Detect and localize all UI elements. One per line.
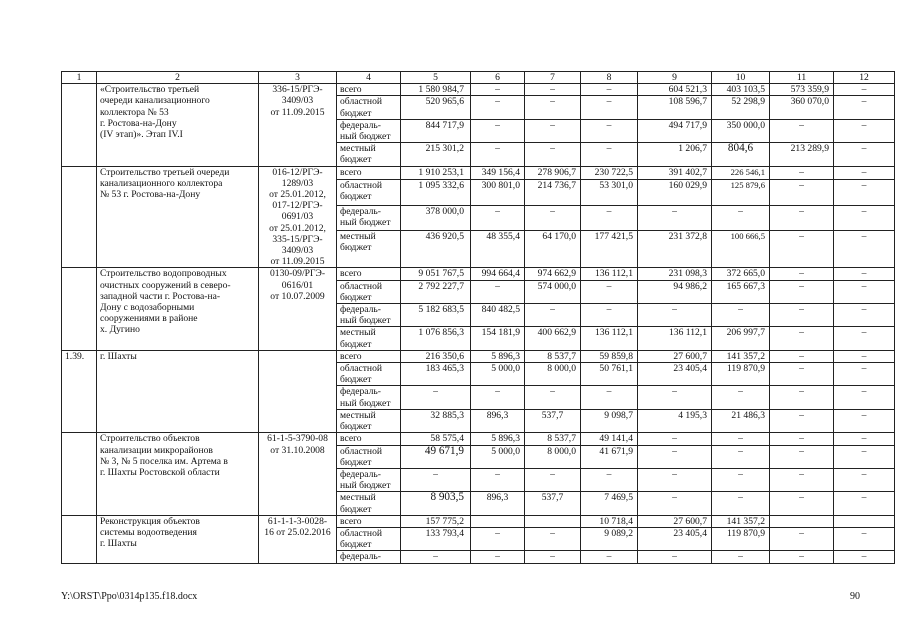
value-cell: –	[471, 551, 525, 563]
value-cell: 141 357,2	[712, 515, 770, 527]
value-cell: –	[834, 445, 895, 468]
value-cell: –	[770, 166, 834, 179]
value-cell: 213 289,9	[770, 143, 834, 166]
document-ref-cell: 61-1-5-3790-08 от 31.10.2008	[259, 433, 337, 515]
value-cell: 5 896,3	[471, 433, 525, 445]
table-row	[62, 515, 895, 527]
column-header: 12	[834, 72, 895, 84]
value-cell: 231 372,8	[638, 231, 712, 268]
total-cell: –	[401, 468, 471, 491]
value-cell: –	[834, 119, 895, 142]
value-cell: –	[834, 433, 895, 445]
value-cell: –	[834, 327, 895, 350]
value-cell: –	[770, 551, 834, 563]
value-cell: –	[770, 527, 834, 550]
value-cell: –	[638, 492, 712, 515]
budget-level-cell: местный бюджет	[337, 492, 401, 515]
footer-file-path: Y:\ORST\Ppo\0314p135.f18.docx	[61, 591, 198, 602]
value-cell: –	[712, 386, 770, 409]
value-cell: 59 859,8	[581, 350, 638, 362]
value-cell: –	[471, 527, 525, 550]
value-cell: 7 469,5	[581, 492, 638, 515]
value-cell: –	[770, 119, 834, 142]
total-cell: –	[401, 551, 471, 563]
value-cell: –	[834, 166, 895, 179]
table-row	[62, 84, 895, 96]
value-cell: 974 662,9	[525, 268, 581, 280]
value-cell: 230 722,5	[581, 166, 638, 179]
budget-level-cell: всего	[337, 84, 401, 96]
value-cell: –	[638, 205, 712, 231]
total-cell: 216 350,6	[401, 350, 471, 362]
budget-level-cell: местный бюджет	[337, 231, 401, 268]
value-cell: 119 870,9	[712, 527, 770, 550]
object-name-cell: г. Шахты	[97, 350, 259, 432]
value-cell: –	[834, 527, 895, 550]
value-cell: 300 801,0	[471, 179, 525, 205]
total-cell: 183 465,3	[401, 363, 471, 386]
value-cell: –	[834, 468, 895, 491]
value-cell: 10 718,4	[581, 515, 638, 527]
value-cell: –	[834, 492, 895, 515]
value-cell: 119 870,9	[712, 363, 770, 386]
value-cell: –	[712, 205, 770, 231]
value-cell: –	[525, 205, 581, 231]
value-cell: –	[834, 231, 895, 268]
budget-level-cell: областной бюджет	[337, 363, 401, 386]
total-cell: 49 671,9	[401, 445, 471, 468]
value-cell: –	[581, 468, 638, 491]
value-cell: –	[525, 119, 581, 142]
column-header: 6	[471, 72, 525, 84]
value-cell: –	[770, 445, 834, 468]
object-name-cell: Строительство третьей очереди канализационного коллектора № 53 г. Ростова-на-Дону	[97, 166, 259, 268]
value-cell: 136 112,1	[581, 327, 638, 350]
value-cell: 206 997,7	[712, 327, 770, 350]
total-cell: 378 000,0	[401, 205, 471, 231]
value-cell: –	[638, 551, 712, 563]
total-cell: 436 920,5	[401, 231, 471, 268]
value-cell: –	[581, 386, 638, 409]
value-cell: 5 000,0	[471, 363, 525, 386]
value-cell: 350 000,0	[712, 119, 770, 142]
value-cell	[770, 515, 834, 527]
total-cell: 844 717,9	[401, 119, 471, 142]
value-cell: –	[471, 205, 525, 231]
value-cell: –	[770, 433, 834, 445]
column-header: 10	[712, 72, 770, 84]
value-cell: –	[525, 96, 581, 119]
document-ref-cell: 336-15/РГЭ- 3409/03 от 11.09.2015	[259, 84, 337, 166]
value-cell: –	[834, 350, 895, 362]
budget-level-cell: областной бюджет	[337, 445, 401, 468]
column-header: 5	[401, 72, 471, 84]
total-cell: 157 775,2	[401, 515, 471, 527]
value-cell: –	[471, 84, 525, 96]
document-ref-cell: 016-12/РГЭ- 1289/03 от 25.01.2012, 017-12/РГЭ- 0691/03 от 25.01.2012, 335-15/РГЭ- 3409/03 от 11.09.2015	[259, 166, 337, 268]
value-cell: –	[525, 386, 581, 409]
object-name-cell: Строительство водопроводных очистных сооружений в северо- западной части г. Ростова-на- Дону с водозаборными сооружениями в районе х. Дугино	[97, 268, 259, 350]
row-number-cell	[62, 433, 97, 515]
value-cell: 165 667,3	[712, 280, 770, 303]
budget-level-cell: местный бюджет	[337, 327, 401, 350]
value-cell: 154 181,9	[471, 327, 525, 350]
total-cell: 2 792 227,7	[401, 280, 471, 303]
value-cell: –	[581, 143, 638, 166]
value-cell: –	[834, 179, 895, 205]
value-cell: 9 098,7	[581, 409, 638, 432]
budget-level-cell: местный бюджет	[337, 409, 401, 432]
budget-level-cell: областной бюджет	[337, 96, 401, 119]
budget-level-cell: всего	[337, 515, 401, 527]
value-cell: 23 405,4	[638, 527, 712, 550]
value-cell: –	[770, 468, 834, 491]
value-cell: –	[581, 551, 638, 563]
total-cell: 520 965,6	[401, 96, 471, 119]
value-cell: –	[581, 205, 638, 231]
value-cell: 27 600,7	[638, 350, 712, 362]
value-cell: 604 521,3	[638, 84, 712, 96]
value-cell: 840 482,5	[471, 304, 525, 327]
column-header: 1	[62, 72, 97, 84]
value-cell: –	[581, 304, 638, 327]
value-cell: –	[471, 280, 525, 303]
object-name-cell: «Строительство третьей очереди канализационного коллектора № 53 г. Ростова-на-Дону (IV этап)». Этап IV.I	[97, 84, 259, 166]
value-cell: 125 879,6	[712, 179, 770, 205]
value-cell: 360 070,0	[770, 96, 834, 119]
value-cell: –	[770, 179, 834, 205]
table-row	[62, 166, 895, 179]
column-number-row	[62, 72, 895, 84]
value-cell: 1 206,7	[638, 143, 712, 166]
value-cell: –	[471, 96, 525, 119]
budget-level-cell: всего	[337, 268, 401, 280]
value-cell: –	[712, 551, 770, 563]
value-cell: 100 666,5	[712, 231, 770, 268]
value-cell: –	[712, 304, 770, 327]
total-cell: 1 095 332,6	[401, 179, 471, 205]
value-cell: –	[712, 433, 770, 445]
budget-level-cell: областной бюджет	[337, 179, 401, 205]
value-cell: 372 665,0	[712, 268, 770, 280]
value-cell: 8 537,7	[525, 433, 581, 445]
value-cell: 391 402,7	[638, 166, 712, 179]
object-name-cell: Строительство объектов канализации микрорайонов № 3, № 5 поселка им. Артема в г. Шахты Ростовской области	[97, 433, 259, 515]
value-cell: –	[770, 205, 834, 231]
value-cell: –	[525, 551, 581, 563]
value-cell: 349 156,4	[471, 166, 525, 179]
document-ref-cell: 61-1-1-3-0028- 16 от 25.02.2016	[259, 515, 337, 563]
value-cell: –	[581, 119, 638, 142]
budget-level-cell: местный бюджет	[337, 143, 401, 166]
value-cell: –	[638, 386, 712, 409]
object-name-cell: Реконструкция объектов системы водоотведения г. Шахты	[97, 515, 259, 563]
value-cell: 4 195,3	[638, 409, 712, 432]
document-ref-cell	[259, 350, 337, 432]
value-cell: –	[834, 84, 895, 96]
value-cell: –	[834, 96, 895, 119]
row-number-cell	[62, 84, 97, 166]
budget-level-cell: всего	[337, 433, 401, 445]
budget-level-cell: федераль-	[337, 551, 401, 563]
value-cell: –	[834, 268, 895, 280]
value-cell: –	[471, 386, 525, 409]
value-cell: 5 896,3	[471, 350, 525, 362]
value-cell: –	[525, 527, 581, 550]
value-cell: –	[770, 231, 834, 268]
value-cell: 21 486,3	[712, 409, 770, 432]
value-cell: 403 103,5	[712, 84, 770, 96]
value-cell: –	[834, 280, 895, 303]
budget-table	[61, 71, 895, 564]
value-cell: –	[770, 409, 834, 432]
value-cell: 53 301,0	[581, 179, 638, 205]
column-header: 2	[97, 72, 259, 84]
budget-level-cell: всего	[337, 166, 401, 179]
value-cell: 41 671,9	[581, 445, 638, 468]
budget-level-cell: федераль- ный бюджет	[337, 304, 401, 327]
value-cell: –	[770, 363, 834, 386]
total-cell: –	[401, 386, 471, 409]
total-cell: 1 910 253,1	[401, 166, 471, 179]
value-cell: 49 141,4	[581, 433, 638, 445]
value-cell: –	[712, 445, 770, 468]
table-row	[62, 350, 895, 362]
value-cell: –	[834, 143, 895, 166]
value-cell: 23 405,4	[638, 363, 712, 386]
value-cell: 8 000,0	[525, 363, 581, 386]
value-cell: 8 000,0	[525, 445, 581, 468]
total-cell: 5 182 683,5	[401, 304, 471, 327]
value-cell: –	[471, 119, 525, 142]
budget-level-cell: областной бюджет	[337, 280, 401, 303]
value-cell: 48 355,4	[471, 231, 525, 268]
value-cell: –	[638, 468, 712, 491]
budget-level-cell: федераль- ный бюджет	[337, 205, 401, 231]
value-cell: 136 112,1	[638, 327, 712, 350]
value-cell: –	[770, 327, 834, 350]
value-cell: 9 089,2	[581, 527, 638, 550]
document-ref-cell: 0130-09/РГЭ- 0616/01 от 10.07.2009	[259, 268, 337, 350]
value-cell: –	[638, 445, 712, 468]
column-header: 7	[525, 72, 581, 84]
budget-level-cell: федераль- ный бюджет	[337, 119, 401, 142]
total-cell: 1 580 984,7	[401, 84, 471, 96]
value-cell: –	[581, 280, 638, 303]
value-cell: 5 000,0	[471, 445, 525, 468]
value-cell: –	[770, 268, 834, 280]
value-cell: 400 662,9	[525, 327, 581, 350]
row-number-cell	[62, 166, 97, 268]
value-cell: 8 537,7	[525, 350, 581, 362]
value-cell: 278 906,7	[525, 166, 581, 179]
page-number: 90	[850, 591, 860, 602]
value-cell	[471, 515, 525, 527]
value-cell: 141 357,2	[712, 350, 770, 362]
value-cell: 50 761,1	[581, 363, 638, 386]
budget-level-cell: всего	[337, 350, 401, 362]
total-cell: 9 051 767,5	[401, 268, 471, 280]
value-cell: 226 546,1	[712, 166, 770, 179]
value-cell: –	[471, 468, 525, 491]
value-cell: 136 112,1	[581, 268, 638, 280]
value-cell: 494 717,9	[638, 119, 712, 142]
value-cell: 573 359,9	[770, 84, 834, 96]
value-cell: 160 029,9	[638, 179, 712, 205]
value-cell: 574 000,0	[525, 280, 581, 303]
total-cell: 58 575,4	[401, 433, 471, 445]
value-cell: –	[834, 205, 895, 231]
value-cell: 214 736,7	[525, 179, 581, 205]
value-cell: 537,7	[525, 409, 581, 432]
value-cell: 896,3	[471, 409, 525, 432]
value-cell: –	[712, 468, 770, 491]
column-header: 11	[770, 72, 834, 84]
total-cell: 215 301,2	[401, 143, 471, 166]
column-header: 4	[337, 72, 401, 84]
row-number-cell: 1.39.	[62, 350, 97, 432]
value-cell	[834, 515, 895, 527]
value-cell: 804,6	[712, 143, 770, 166]
column-header: 3	[259, 72, 337, 84]
value-cell: –	[770, 280, 834, 303]
value-cell: 94 986,2	[638, 280, 712, 303]
value-cell: –	[834, 386, 895, 409]
budget-level-cell: федераль- ный бюджет	[337, 386, 401, 409]
row-number-cell	[62, 268, 97, 350]
value-cell	[525, 515, 581, 527]
value-cell: –	[834, 409, 895, 432]
value-cell: –	[581, 84, 638, 96]
value-cell: –	[581, 96, 638, 119]
total-cell: 32 885,3	[401, 409, 471, 432]
value-cell: 177 421,5	[581, 231, 638, 268]
value-cell: –	[770, 386, 834, 409]
value-cell: –	[770, 350, 834, 362]
value-cell: –	[834, 304, 895, 327]
value-cell: 231 098,3	[638, 268, 712, 280]
table-row	[62, 268, 895, 280]
total-cell: 1 076 856,3	[401, 327, 471, 350]
row-number-cell	[62, 515, 97, 563]
value-cell: –	[712, 492, 770, 515]
value-cell: –	[770, 304, 834, 327]
value-cell: 64 170,0	[525, 231, 581, 268]
value-cell: –	[834, 363, 895, 386]
value-cell: 52 298,9	[712, 96, 770, 119]
column-header: 9	[638, 72, 712, 84]
table-row	[62, 433, 895, 445]
value-cell: –	[770, 492, 834, 515]
total-cell: 8 903,5	[401, 492, 471, 515]
value-cell: 537,7	[525, 492, 581, 515]
value-cell: –	[638, 433, 712, 445]
value-cell: 108 596,7	[638, 96, 712, 119]
value-cell: –	[525, 468, 581, 491]
value-cell: 896,3	[471, 492, 525, 515]
value-cell: –	[638, 304, 712, 327]
column-header: 8	[581, 72, 638, 84]
value-cell: –	[525, 84, 581, 96]
value-cell: –	[834, 551, 895, 563]
value-cell: 994 664,4	[471, 268, 525, 280]
value-cell: –	[471, 143, 525, 166]
value-cell: –	[525, 304, 581, 327]
value-cell: 27 600,7	[638, 515, 712, 527]
budget-level-cell: федераль- ный бюджет	[337, 468, 401, 491]
budget-level-cell: областной бюджет	[337, 527, 401, 550]
value-cell: –	[525, 143, 581, 166]
total-cell: 133 793,4	[401, 527, 471, 550]
